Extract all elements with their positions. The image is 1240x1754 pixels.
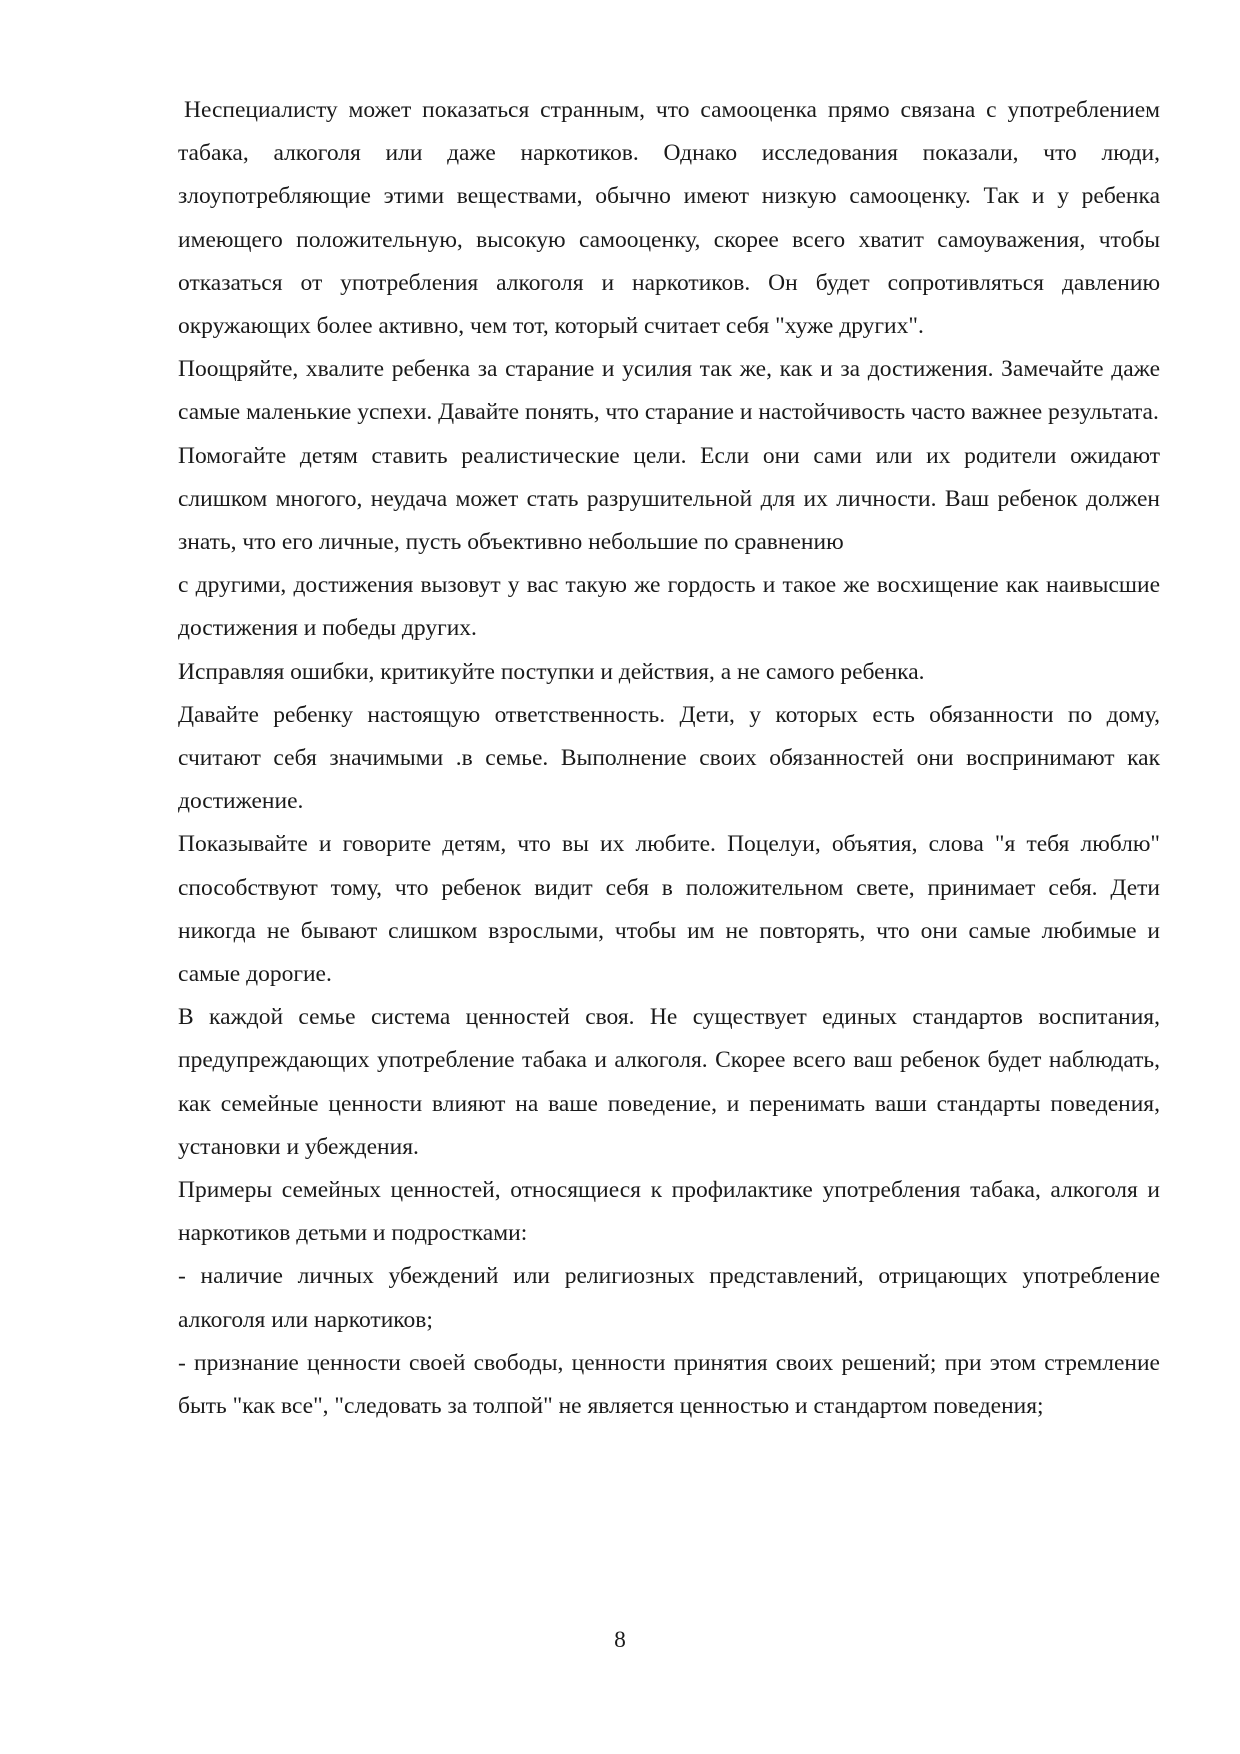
paragraph-family-values: В каждой семье система ценностей своя. Не существует единых стандартов воспитания, предупреждающих употребление табака и алкоголя. Скорее всего ваш ребенок будет наблюдать, как семейные ценности влияют на ваше поведение, и перенимать ваши стандарты поведения, установки и убеждения. — [178, 1004, 1160, 1160]
paragraph-realistic-goals: Помогайте детям ставить реалистические цели. Если они сами или их родители ожидают слишком многого, неудача может стать разрушительной для их личности. Ваш ребенок должен знать, что его личные, пусть объективно небольшие по сравнению — [178, 442, 1160, 556]
paragraph-achievements-pride: с другими, достижения вызовут у вас такую же гордость и такое же восхищение как наивысшие достижения и победы других. — [178, 572, 1160, 642]
paragraph-responsibility: Давайте ребенку настоящую ответственность. Дети, у которых есть обязанности по дому, считают себя значимыми .в семье. Выполнение своих обязанностей они воспринимают как достижение. — [178, 701, 1160, 815]
list-item-freedom-value: - признание ценности своей свободы, ценности принятия своих решений; при этом стремление быть "как все", "следовать за толпой" не является ценностью и стандартом поведения; — [178, 1349, 1160, 1420]
paragraph-self-esteem-intro: Неспециалисту может показаться странным, что самооценка прямо связана с употреблением табака, алкоголя или даже наркотиков. Однако исследования показали, что люди, злоупотребляющие этими веществами, обычно имеют низкую самооценку. Так и у ребенка имеющего положительную, высокую самооценку, скорее всего хватит самоуважения, чтобы отказаться от употребления алкоголя и наркотиков. Он будет сопротивляться давлению окружающих более активно, чем тот, который считает себя "хуже других". — [178, 97, 1160, 340]
list-item-personal-beliefs: - наличие личных убеждений или религиозных представлений, отрицающих употребление алкоголя или наркотиков; — [178, 1263, 1160, 1333]
paragraph-show-love: Показывайте и говорите детям, что вы их любите. Поцелуи, объятия, слова "я тебя люблю" способствуют тому, что ребенок видит себя в положительном свете, принимает себя. Дети никогда не бывают слишком взрослыми, чтобы им не повторять, что они самые любимые и самые дорогие. — [178, 831, 1160, 988]
paragraph-praise-effort: Поощряйте, хвалите ребенка за старание и усилия так же, как и за достижения. Замечайте даже самые маленькие успехи. Давайте понять, что старание и настойчивость часто важнее результата. — [178, 356, 1160, 426]
document-body — [178, 89, 1160, 1428]
page-number: 8 — [614, 1627, 626, 1653]
paragraph-values-examples-intro: Примеры семейных ценностей, относящиеся к профилактике употребления табака, алкоголя и наркотиков детьми и подростками: — [178, 1177, 1160, 1247]
paragraph-correct-mistakes: Исправляя ошибки, критикуйте поступки и действия, а не самого ребенка. — [178, 658, 925, 685]
